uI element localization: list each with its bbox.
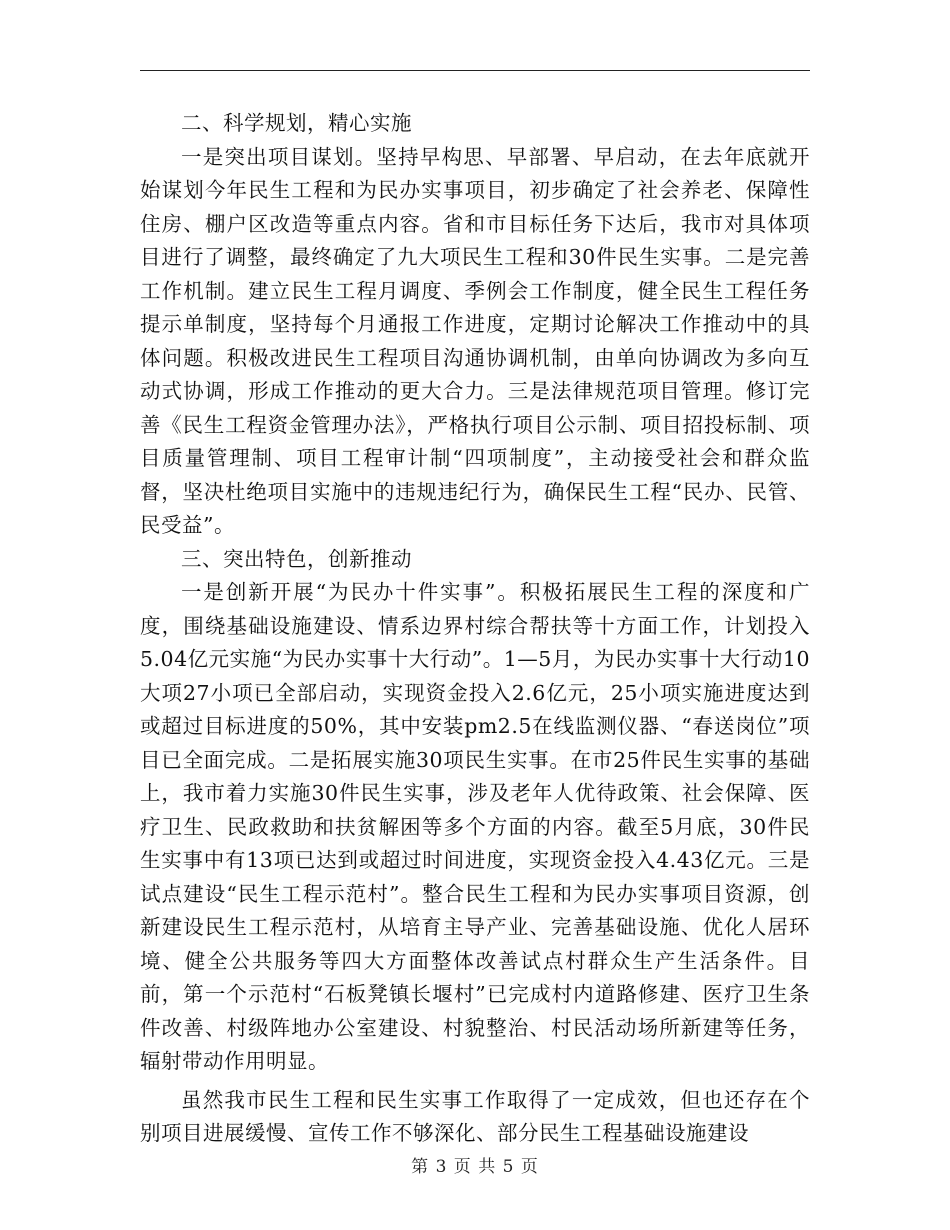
page-number: 第 3 页 共 5 页 [411, 1157, 539, 1177]
section-paragraph-3: 一是创新开展“为民办十件实事”。积极拓展民生工程的深度和广度，围绕基础设施建设、情系边界村综合帮扶等十方面工作，计划投入5.04亿元实施“为民办实事十大行动”。1—5月，为民办实事十大行动10大项27小项已全部启动，实现资金投入2.6亿元，25小项实施进度达到或超过目标进度的50%，其中安装pm2.5在线监测仪器、“春送岗位”项目已全面完成。二是拓展实施30项民生实事。在市25件民生实事的基础上，我市着力实施30件民生实事，涉及老年人优待政策、社会保障、医疗卫生、民政救助和扶贫解困等多个方面的内容。截至5月底，30件民生实事中有13项已达到或超过时间进度，实现资金投入4.43亿元。三是试点建设“民生工程示范村”。整合民生工程和为民办实事项目资源，创新建设民生工程示范村，从培育主导产业、完善基础设施、优化人居环境、健全公共服务等四大方面整体改善试点村群众生产生活条件。目前，第一个示范村“石板凳镇长堰村”已完成村内道路修建、医疗卫生条件改善、村级阵地办公室建设、村貌整治、村民活动场所新建等任务，辐射带动作用明显。 [140, 580, 810, 1073]
closing-paragraph: 虽然我市民生工程和民生实事工作取得了一定成效，但也还存在个别项目进展缓慢、宣传工作不够深化、部分民生工程基础设施建设 [140, 1087, 810, 1145]
document-body [140, 107, 810, 1151]
header-rule [140, 70, 810, 71]
section-heading-2: 二、科学规划，精心实施 [181, 111, 412, 135]
section-heading-3: 三、突出特色，创新推动 [181, 546, 412, 571]
section-paragraph-2: 一是突出项目谋划。坚持早构思、早部署、早启动，在去年底就开始谋划今年民生工程和为民办实事项目，初步确定了社会养老、保障性住房、棚户区改造等重点内容。省和市目标任务下达后，我市对具体项目进行了调整，最终确定了九大项民生工程和30件民生实事。二是完善工作机制。建立民生工程月调度、季例会工作制度，健全民生工程任务提示单制度，坚持每个月通报工作进度，定期讨论解决工作推动中的具体问题。积极改进民生工程项目沟通协调机制，由单向协调改为多向互动式协调，形成工作推动的更大合力。三是法律规范项目管理。修订完善《民生工程资金管理办法》，严格执行项目公示制、项目招投标制、项目质量管理制、项目工程审计制“四项制度”，主动接受社会和群众监督，坚决杜绝项目实施中的违规违纪行为，确保民生工程“民办、民管、民受益”。 [140, 144, 810, 537]
